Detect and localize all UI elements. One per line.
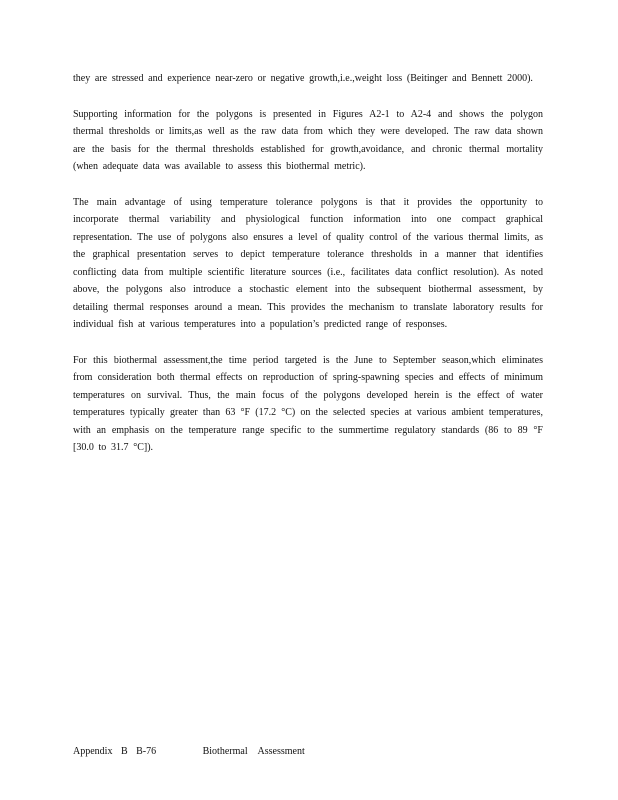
paragraph-supporting-information: Supporting information for the polygons is presented in Figures A2-1 to A2-4 and shows the polygon thermal thresholds or limits,as well as the raw data from which they were developed. The raw data shown are the basis for the thermal thresholds established for growth,avoidance, and chronic thermal mortality (when adequate data was available to assess this biothermal metric).: [73, 108, 543, 172]
paragraph-continuation: they are stressed and experience near-zero or negative growth,i.e.,weight loss (Beitinger and Bennett 2000).: [73, 73, 533, 84]
footer-page-label: Appendix B B-76: [73, 746, 157, 757]
footer-section-title: Biothermal Assessment: [202, 746, 305, 757]
body-text: [73, 70, 543, 475]
paragraph-biothermal-assessment: For this biothermal assessment,the time period targeted is the June to September season,which eliminates from consideration both thermal effects on reproduction of spring-spawning species and effects of minimum temperatures on survival. Thus, the main focus of the polygons developed herein is the effect of water temperatures typically greater than 63 °F (17.2 °C) on the selected species at various ambient temperatures, with an emphasis on the temperature range specific to the summertime regulatory standards (86 to 89 °F [30.0 to 31.7 °C]).: [73, 354, 543, 453]
paragraph-main-advantage: The main advantage of using temperature tolerance polygons is that it provides the opportunity to incorporate thermal variability and physiological function information into one compact graphical representation. The use of polygons also ensures a level of quality control of the various thermal limits, as the graphical presentation serves to depict temperature tolerance thresholds in a manner that identifies conflicting data from multiple scientific literature sources (i.e., facilitates data conflict resolution). As noted above, the polygons also introduce a stochastic element into the subsequent biothermal assessment, by detailing thermal responses around a mean. This provides the mechanism to translate laboratory results for individual fish at various temperatures into a population’s predicted range of responses.: [73, 196, 543, 330]
page-footer: [73, 745, 305, 759]
